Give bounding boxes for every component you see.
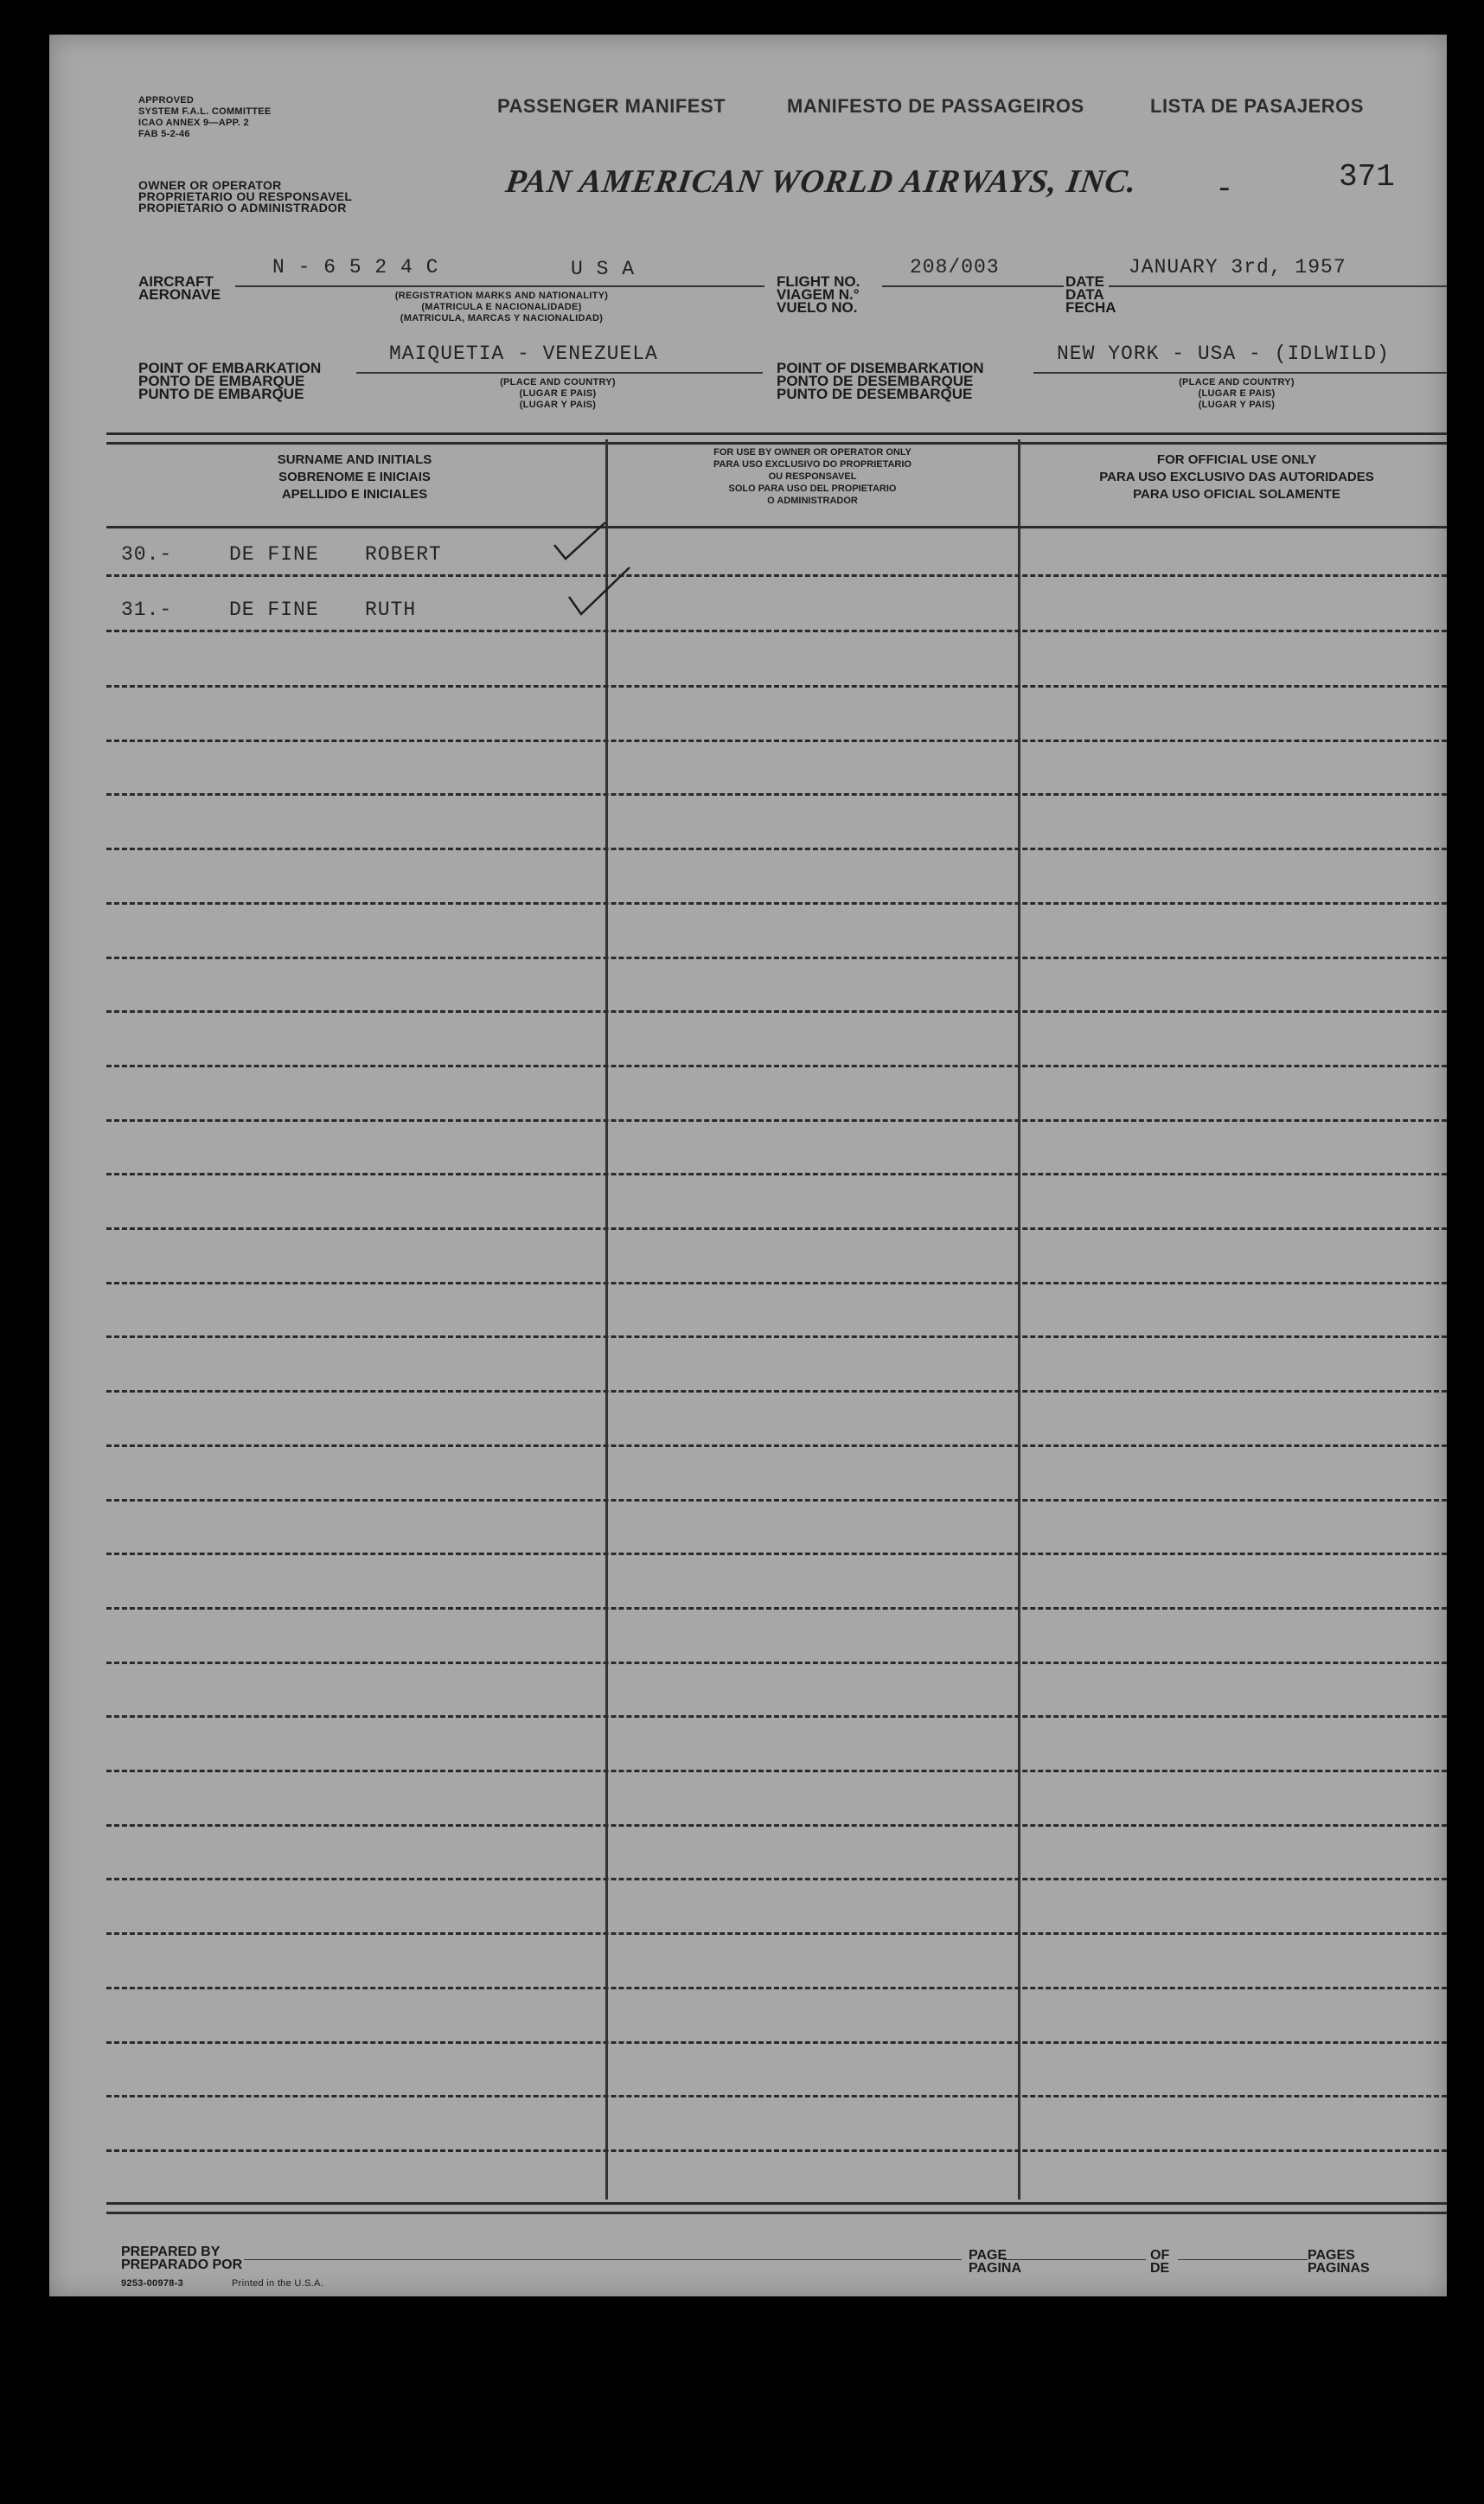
table-row-line <box>106 1499 1447 1502</box>
flight-label-line: FLIGHT NO. <box>777 273 860 290</box>
flight-label <box>777 275 860 314</box>
table-row-line <box>106 1119 1447 1122</box>
of-underline <box>1178 2259 1308 2260</box>
prepared-label-line: PREPARADO POR <box>121 2257 243 2272</box>
of-label-line: OF <box>1150 2248 1170 2263</box>
table-row-line <box>106 1010 1447 1013</box>
date-label-line: FECHA <box>1065 299 1116 316</box>
column-header-line: PARA USO EXCLUSIVO DO PROPRIETARIO <box>713 459 912 470</box>
table-row-line <box>106 526 1447 528</box>
owner-label-line: OWNER OR OPERATOR <box>138 178 282 192</box>
column-header-line: PARA USO EXCLUSIVO DAS AUTORIDADES <box>1099 470 1374 484</box>
caption-line: (MATRICULA, MARCAS Y NACIONALIDAD) <box>400 313 604 323</box>
approval-line: APPROVED <box>138 95 195 106</box>
table-row-line <box>106 574 1447 577</box>
table-row-line <box>106 793 1447 796</box>
table-row-line <box>106 1444 1447 1447</box>
form-code: 9253-00978-3 <box>121 2278 184 2289</box>
table-row-line <box>106 2095 1447 2097</box>
table-bottom-rule <box>106 2202 1447 2214</box>
disembark-underline <box>1033 372 1447 374</box>
approval-block <box>138 95 272 140</box>
column-divider-1 <box>605 439 608 2200</box>
flight-label-line: VIAGEM N.° <box>777 286 860 303</box>
table-row-line <box>106 685 1447 688</box>
caption-line: (LUGAR Y PAIS) <box>519 400 597 410</box>
table-row-line <box>106 1715 1447 1718</box>
table-row-line <box>106 957 1447 959</box>
pages-label-line: PAGES <box>1308 2248 1355 2263</box>
column-header-operator <box>616 446 1009 507</box>
registration-caption <box>333 291 670 324</box>
table-top-rule <box>106 432 1447 445</box>
printed-note: Printed in the U.S.A. <box>232 2278 323 2289</box>
column-header-official <box>1029 451 1444 503</box>
column-divider-2 <box>1018 439 1020 2200</box>
table-row-line <box>106 1335 1447 1338</box>
disembark-place-caption <box>1124 377 1349 411</box>
embark-label-line: PUNTO DE EMBARQUE <box>138 386 304 402</box>
column-header-line: OU RESPONSAVEL <box>768 471 857 482</box>
table-row-line <box>106 740 1447 742</box>
table-row-line <box>106 848 1447 850</box>
column-header-line: FOR USE BY OWNER OR OPERATOR ONLY <box>713 447 912 458</box>
aircraft-registration: N - 6 5 2 4 C <box>272 256 439 279</box>
flight-label-line: VUELO NO. <box>777 299 858 316</box>
caption-line: (LUGAR Y PAIS) <box>1198 400 1276 410</box>
pages-label <box>1308 2249 1370 2275</box>
table-row-line <box>106 1227 1447 1230</box>
date-underline <box>1109 285 1447 287</box>
aircraft-label-line: AIRCRAFT <box>138 273 214 290</box>
title-portuguese: MANIFESTO DE PASSAGEIROS <box>787 95 1084 117</box>
caption-line: (REGISTRATION MARKS AND NATIONALITY) <box>394 291 609 301</box>
aircraft-underline <box>235 285 764 287</box>
embark-label-line: PONTO DE EMBARQUE <box>138 373 305 389</box>
column-header-line: SOBRENOME E INICIAIS <box>278 470 431 484</box>
passenger-number: 31.- <box>121 599 173 621</box>
table-row-line <box>106 2149 1447 2152</box>
caption-line: (PLACE AND COUNTRY) <box>1179 377 1295 387</box>
column-header-line: PARA USO OFICIAL SOLAMENTE <box>1133 487 1340 502</box>
table-row-line <box>106 1824 1447 1827</box>
flight-number: 208/003 <box>910 256 1000 279</box>
prepared-by-underline <box>244 2259 962 2260</box>
embark-label-line: POINT OF EMBARKATION <box>138 360 322 376</box>
table-row-line <box>106 1770 1447 1772</box>
caption-line: (LUGAR E PAIS) <box>519 388 597 399</box>
aircraft-label <box>138 275 221 301</box>
table-row-line <box>106 902 1447 905</box>
table-row-line <box>106 1878 1447 1880</box>
page-number: 371 <box>1339 159 1395 195</box>
column-header-line: SOLO PARA USO DEL PROPIETARIO <box>728 484 897 494</box>
page-label-line: PAGINA <box>969 2261 1022 2276</box>
date-label-line: DATA <box>1065 286 1104 303</box>
column-header-line: O ADMINISTRADOR <box>767 496 858 506</box>
table-row-line <box>106 1987 1447 1989</box>
table-row-line <box>106 1282 1447 1284</box>
table-row-line <box>106 1607 1447 1610</box>
disembark-point: NEW YORK - USA - (IDLWILD) <box>1057 343 1390 365</box>
page-dash: - <box>1215 171 1234 207</box>
table-row-line <box>106 2041 1447 2044</box>
caption-line: (PLACE AND COUNTRY) <box>500 377 616 387</box>
approval-line: FAB 5-2-46 <box>138 129 190 139</box>
passenger-number: 30.- <box>121 543 173 566</box>
pages-label-line: PAGINAS <box>1308 2261 1370 2276</box>
passenger-surname: DE FINE <box>229 543 319 566</box>
of-label <box>1150 2249 1169 2275</box>
title-spanish: LISTA DE PASAJEROS <box>1150 95 1364 117</box>
approval-line: ICAO ANNEX 9—APP. 2 <box>138 118 249 128</box>
of-label-line: DE <box>1150 2261 1170 2276</box>
checkmark-icon <box>564 564 633 619</box>
aircraft-label-line: AERONAVE <box>138 286 221 303</box>
prepared-label-line: PREPARED BY <box>121 2245 221 2259</box>
disembark-label-line: PONTO DE DESEMBARQUE <box>777 373 974 389</box>
caption-line: (MATRICULA E NACIONALIDADE) <box>421 302 582 312</box>
table-row-line <box>106 1553 1447 1555</box>
owner-label-line: PROPIETARIO O ADMINISTRADOR <box>138 201 347 215</box>
owner-label-line: PROPRIETARIO OU RESPONSAVEL <box>138 189 353 203</box>
approval-line: SYSTEM F.A.L. COMMITTEE <box>138 106 272 117</box>
date-label <box>1065 275 1116 314</box>
disembark-label-line: POINT OF DISEMBARKATION <box>777 360 984 376</box>
table-row-line <box>106 1932 1447 1935</box>
checkmark-icon <box>550 519 611 564</box>
owner-label <box>138 180 352 214</box>
table-row-line <box>106 1390 1447 1393</box>
flight-date: JANUARY 3rd, 1957 <box>1129 256 1346 279</box>
table-row-line <box>106 630 1447 632</box>
passenger-surname: DE FINE <box>229 599 319 621</box>
disembark-label <box>777 362 984 400</box>
column-header-line: SURNAME AND INITIALS <box>277 452 432 467</box>
table-row-line <box>106 1173 1447 1175</box>
disembark-label-line: PUNTO DE DESEMBARQUE <box>777 386 973 402</box>
caption-line: (LUGAR E PAIS) <box>1198 388 1276 399</box>
prepared-by-label <box>121 2245 242 2271</box>
column-header-line: FOR OFFICIAL USE ONLY <box>1156 452 1317 467</box>
embark-point: MAIQUETIA - VENEZUELA <box>389 343 658 365</box>
page-underline <box>1003 2259 1146 2260</box>
page-label-line: PAGE <box>969 2248 1007 2263</box>
table-row-line <box>106 1662 1447 1664</box>
owner-name: PAN AMERICAN WORLD AIRWAYS, INC. <box>503 163 1140 200</box>
embark-place-caption <box>450 377 666 411</box>
date-label-line: DATE <box>1065 273 1105 290</box>
table-row-line <box>106 1065 1447 1067</box>
passenger-given-name: ROBERT <box>365 543 442 566</box>
passenger-given-name: RUTH <box>365 599 417 621</box>
title-english: PASSENGER MANIFEST <box>497 95 726 117</box>
flight-underline <box>882 285 1064 287</box>
embark-label <box>138 362 321 400</box>
page-label <box>969 2249 1021 2275</box>
aircraft-nationality: U S A <box>571 258 636 280</box>
embark-underline <box>356 372 763 374</box>
column-header-line: APELLIDO E INICIALES <box>281 487 428 502</box>
column-header-surname <box>173 451 536 503</box>
